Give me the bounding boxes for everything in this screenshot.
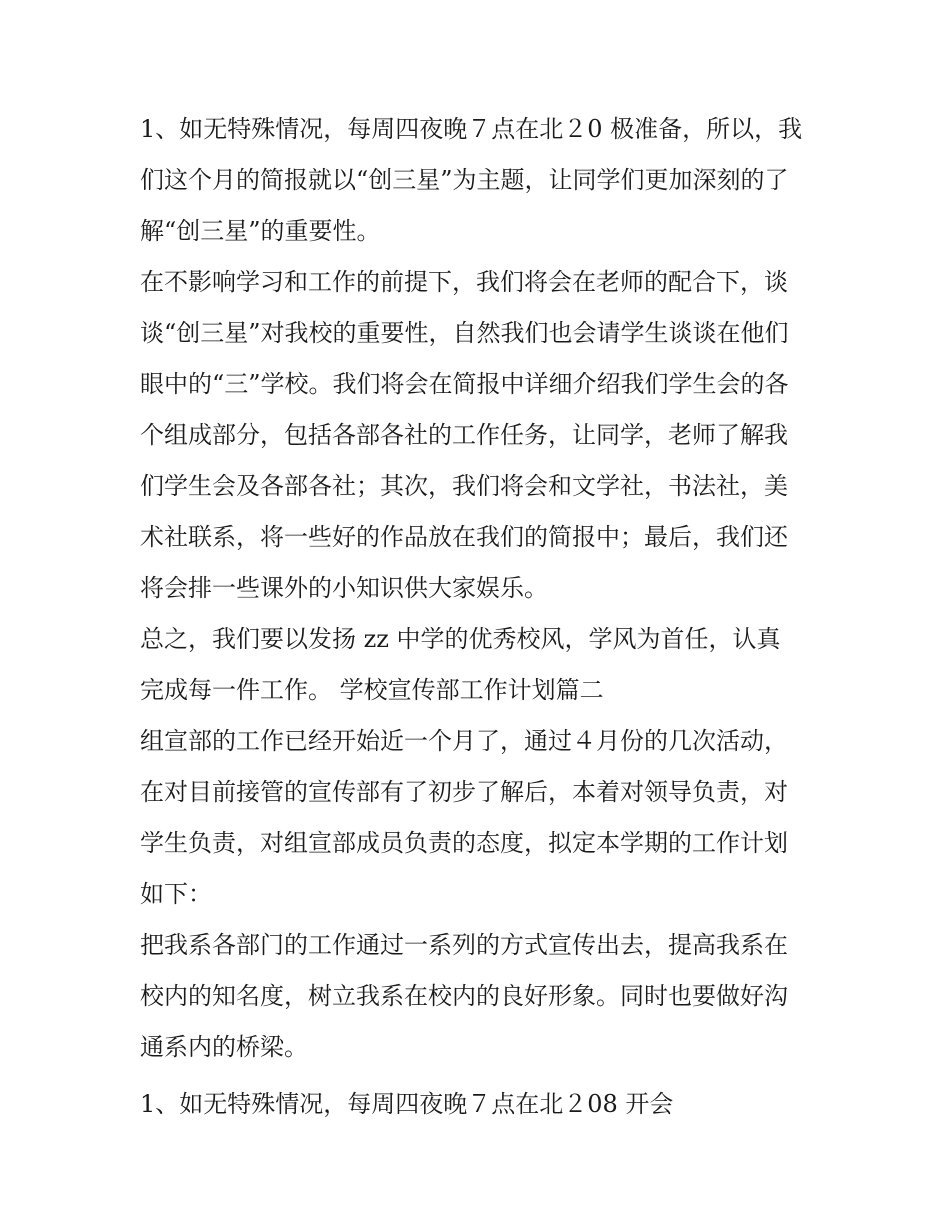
text-line: 1、如无特殊情况，每周四夜晚７点在北２0 极准备，所以，我 <box>140 115 803 143</box>
text-line: 把我系各部门的工作通过一系列的方式宣传出去，提高我系在 <box>140 931 788 959</box>
text-line: 术社联系，将一些好的作品放在我们的简报中；最后，我们还 <box>140 523 788 551</box>
text-line: 通系内的桥梁。 <box>140 1033 308 1061</box>
text-line: 组宣部的工作已经开始近一个月了，通过４月份的几次活动， <box>140 727 788 755</box>
text-line: 个组成部分，包括各部各社的工作任务，让同学，老师了解我 <box>140 421 788 449</box>
text-line: 将会排一些课外的小知识供大家娱乐。 <box>140 574 548 602</box>
text-line: 在对目前接管的宣传部有了初步了解后，本着对领导负责，对 <box>140 778 788 806</box>
text-line: 1、如无特殊情况，每周四夜晚７点在北２08 开会 <box>140 1090 674 1118</box>
document-body <box>140 104 820 1130</box>
text-line: 总之，我们要以发扬 zz 中学的优秀校风，学风为首任，认真 <box>140 625 781 653</box>
text-line: 在不影响学习和工作的前提下，我们将会在老师的配合下，谈 <box>140 268 788 296</box>
text-line: 们这个月的简报就以“创三星”为主题，让同学们更加深刻的了 <box>140 166 789 194</box>
text-line: 完成每一件工作。 学校宣传部工作计划篇二 <box>140 676 604 704</box>
text-line: 眼中的“三”学校。我们将会在简报中详细介绍我们学生会的各 <box>140 370 789 398</box>
text-line: 学生负责，对组宣部成员负责的态度，拟定本学期的工作计划 <box>140 829 788 857</box>
text-line: 校内的知名度，树立我系在校内的良好形象。同时也要做好沟 <box>140 982 788 1010</box>
text-line: 解“创三星”的重要性。 <box>140 217 381 245</box>
text-line: 如下： <box>140 880 212 908</box>
text-line: 谈“创三星”对我校的重要性，自然我们也会请学生谈谈在他们 <box>140 319 789 347</box>
text-line: 们学生会及各部各社；其次，我们将会和文学社，书法社，美 <box>140 472 788 500</box>
